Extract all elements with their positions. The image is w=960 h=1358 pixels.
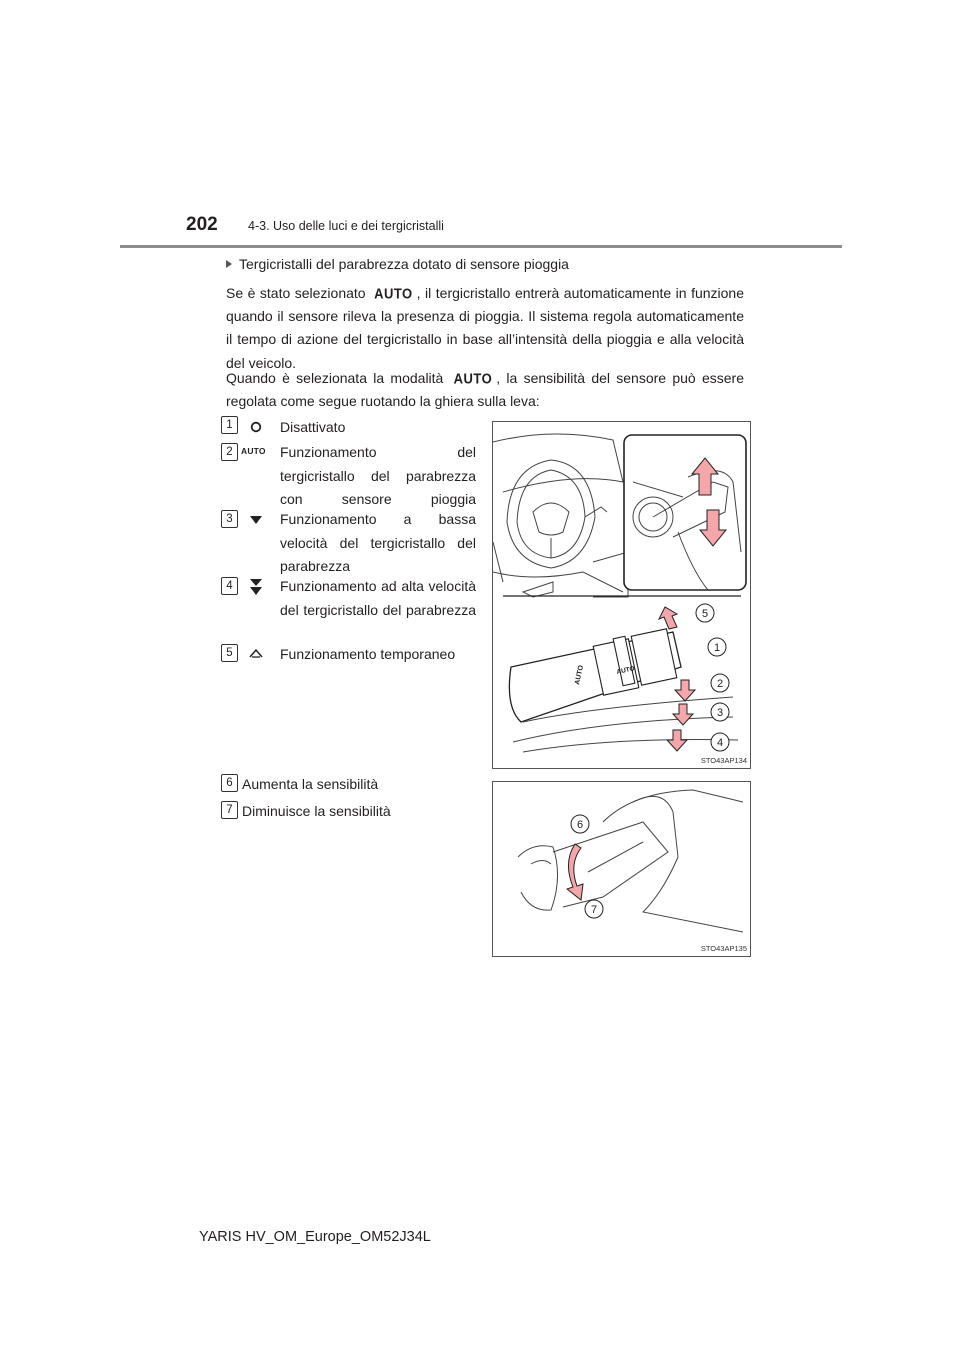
item-number-3: 3: [221, 510, 238, 528]
low-speed-icon: [249, 515, 263, 525]
item-number-1: 1: [221, 416, 238, 434]
paragraph-rain-sensor: [226, 282, 744, 375]
item-number-5: 5: [221, 644, 238, 662]
document-footer: YARIS HV_OM_Europe_OM52J34L: [199, 1229, 431, 1245]
item-number-7: 7: [221, 801, 238, 819]
item-text-1: Disattivato: [280, 419, 346, 435]
high-speed-icon: [249, 578, 263, 596]
item-text-4: Funzionamento ad alta velocità del tergicristallo del parabrezza: [280, 578, 476, 618]
sensitivity-dial-illustration: [493, 782, 750, 956]
section-title: 4-3. Uso delle luci e dei tergicristalli: [248, 219, 444, 233]
auto-icon: AUTO: [453, 369, 493, 388]
paragraph1-after: , il tergicristallo entrerà automaticamente in funzione quando il sensore rileva la presenza di pioggia. Il sistema regola automaticamente il tempo di azione del tergicristallo in base all’intensità della pioggia e alla velocità del veicolo.: [226, 285, 744, 371]
lever-auto-label: AUTO: [574, 664, 586, 686]
callout-4: 4: [716, 737, 724, 749]
item-number-2: 2: [221, 443, 238, 461]
header-rule: [120, 245, 842, 248]
bullet-triangle-icon: [226, 260, 232, 268]
bullet-heading: [226, 256, 569, 272]
wiper-lever-illustration: [493, 422, 750, 768]
paragraph2-after: , la sensibilità del sensore può essere regolata come segue ruotando la ghiera sulla leva:: [226, 370, 745, 410]
item-text-2: Funzionamento del tergicristallo del parabrezza con sensore pioggia: [280, 444, 476, 507]
callout-2: 2: [716, 678, 724, 690]
callout-6: 6: [576, 819, 584, 831]
off-circle-icon: [250, 421, 262, 433]
auto-icon: AUTO: [374, 284, 413, 303]
sensitivity-dial-figure: [492, 781, 751, 957]
paragraph-sensitivity: [226, 367, 744, 413]
item-text-3: Funzionamento a bassa velocità del tergicristallo del parabrezza: [280, 511, 476, 574]
lever-auto-label-center: AUTO: [615, 665, 636, 676]
paragraph1-before: Se è stato selezionato: [226, 285, 366, 301]
page-number: 202: [186, 214, 218, 235]
auto-mode-icon: AUTO: [241, 446, 266, 456]
bullet-heading-text: Tergicristalli del parabrezza dotato di sensore pioggia: [239, 256, 569, 272]
item-text-6: Aumenta la sensibilità: [242, 776, 379, 792]
callout-1: 1: [713, 642, 721, 654]
callout-7: 7: [590, 904, 598, 916]
figure-code: STO43AP135: [700, 944, 747, 953]
wiper-lever-figure: [492, 421, 751, 769]
item-text-7: Diminuisce la sensibilità: [242, 803, 391, 819]
item-text-5: Funzionamento temporaneo: [280, 646, 456, 662]
item-number-6: 6: [221, 774, 238, 792]
mist-icon: [249, 648, 263, 658]
callout-5: 5: [701, 608, 709, 620]
paragraph2-before: Quando è selezionata la modalità: [226, 370, 444, 386]
item-number-4: 4: [221, 577, 238, 595]
callout-3: 3: [716, 707, 724, 719]
figure-code: STO43AP134: [700, 756, 747, 765]
